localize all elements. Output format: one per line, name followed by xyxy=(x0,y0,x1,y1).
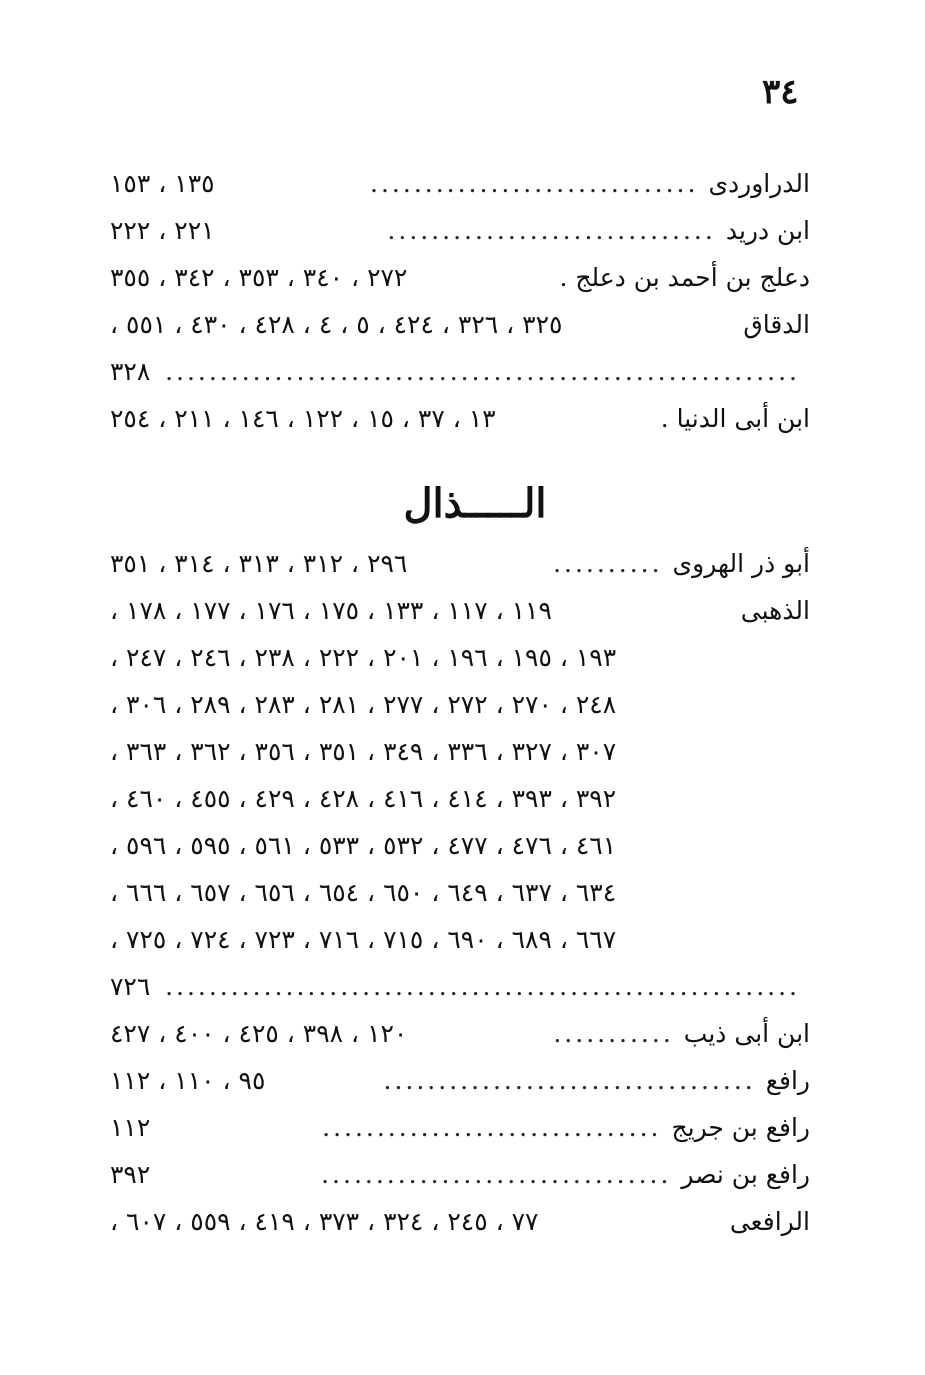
entry-pages: ١١٩ ، ١١٧ ، ١٣٣ ، ١٧٥ ، ١٧٦ ، ١٧٧ ، ١٧٨ ، xyxy=(110,596,552,625)
index-entry xyxy=(110,1104,810,1151)
section-heading-dhal: الـــــذال xyxy=(403,480,547,527)
index-entry xyxy=(110,1010,810,1057)
entry-pages: ٤٦١ ، ٤٧٦ ، ٤٧٧ ، ٥٣٢ ، ٥٣٣ ، ٥٦١ ، ٥٩٥ ، ٥٩٦ ، xyxy=(110,831,617,860)
leader-dots: ........... xyxy=(553,1019,674,1048)
index-entry-continuation xyxy=(110,728,810,775)
entry-pages: ١٩٣ ، ١٩٥ ، ١٩٦ ، ٢٠١ ، ٢٢٢ ، ٢٣٨ ، ٢٤٦ ، ٢٤٧ ، xyxy=(110,643,617,672)
index-entry-continuation xyxy=(110,348,810,395)
entry-pages: ١١٢ xyxy=(110,1113,151,1142)
index-entry-continuation xyxy=(110,775,810,822)
index-entry-continuation xyxy=(110,869,810,916)
leader-dots: .......................................................... xyxy=(165,357,800,386)
entry-pages: ٣٢٨ xyxy=(110,357,151,386)
leader-dots: .......... xyxy=(553,549,663,578)
index-block-dal xyxy=(110,160,810,442)
entry-pages: ٣٩٢ xyxy=(110,1160,151,1189)
index-entry xyxy=(110,1057,810,1104)
leader-dots: ................................ xyxy=(321,1160,672,1189)
index-entry xyxy=(110,540,810,587)
index-entry-continuation xyxy=(110,681,810,728)
page-number: ٣٤ xyxy=(762,72,799,112)
entry-pages: ٧٢٦ xyxy=(110,972,151,1001)
entry-pages: ٢٧٢ ، ٣٤٠ ، ٣٥٣ ، ٣٤٢ ، ٣٥٥ xyxy=(110,263,408,292)
leader-dots: .............................. xyxy=(370,169,699,198)
leader-dots: ............................... xyxy=(322,1113,662,1142)
entry-name: ابن أبى ذيب xyxy=(683,1019,810,1048)
leader-dots: .................................. xyxy=(383,1066,756,1095)
entry-name: دعلج بن أحمد بن دعلج . xyxy=(559,263,810,292)
index-entry xyxy=(110,1198,810,1245)
index-entry-continuation xyxy=(110,634,810,681)
entry-pages: ٣٠٧ ، ٣٢٧ ، ٣٣٦ ، ٣٤٩ ، ٣٥١ ، ٣٥٦ ، ٣٦٢ ، ٣٦٣ ، xyxy=(110,737,617,766)
index-entry xyxy=(110,160,810,207)
entry-name: الدراوردى xyxy=(708,169,810,198)
entry-pages: ٦٦٧ ، ٦٨٩ ، ٦٩٠ ، ٧١٥ ، ٧١٦ ، ٧٢٣ ، ٧٢٤ ، ٧٢٥ ، xyxy=(110,925,617,954)
index-entry xyxy=(110,1151,810,1198)
entry-pages: ٢٢١ ، ٢٢٢ xyxy=(110,216,215,245)
entry-name: رافع بن جريج xyxy=(671,1113,810,1142)
index-block-dhal xyxy=(110,540,810,1245)
entry-pages: ٦٣٤ ، ٦٣٧ ، ٦٤٩ ، ٦٥٠ ، ٦٥٤ ، ٦٥٦ ، ٦٥٧ ، ٦٦٦ ، xyxy=(110,878,617,907)
index-entry-continuation xyxy=(110,963,810,1010)
entry-pages: ٩٥ ، ١١٠ ، ١١٢ xyxy=(110,1066,266,1095)
entry-pages: ١٢٠ ، ٣٩٨ ، ٤٢٥ ، ٤٠٠ ، ٤٢٧ xyxy=(110,1019,408,1048)
index-entry xyxy=(110,301,810,348)
entry-name: ابن أبى الدنيا . xyxy=(660,404,810,433)
entry-name: ابن دريد xyxy=(725,216,810,245)
index-entry-continuation xyxy=(110,916,810,963)
entry-pages: ١٣ ، ٣٧ ، ١٥ ، ١٢٢ ، ١٤٦ ، ٢١١ ، ٢٥٤ xyxy=(110,404,496,433)
leader-dots: .............................. xyxy=(387,216,716,245)
entry-pages: ٢٩٦ ، ٣١٢ ، ٣١٣ ، ٣١٤ ، ٣٥١ xyxy=(110,549,408,578)
entry-pages: ٣٩٢ ، ٣٩٣ ، ٤١٤ ، ٤١٦ ، ٤٢٨ ، ٤٢٩ ، ٤٥٥ ، ٤٦٠ ، xyxy=(110,784,617,813)
entry-pages: ١٣٥ ، ١٥٣ xyxy=(110,169,215,198)
entry-name: الرافعى xyxy=(729,1207,810,1236)
entry-name: الدقاق xyxy=(743,310,810,339)
entry-pages: ٧٧ ، ٢٤٥ ، ٣٢٤ ، ٣٧٣ ، ٤١٩ ، ٥٥٩ ، ٦٠٧ ، xyxy=(110,1207,539,1236)
entry-name: رافع xyxy=(765,1066,810,1095)
index-entry xyxy=(110,587,810,634)
entry-pages: ٢٤٨ ، ٢٧٠ ، ٢٧٢ ، ٢٧٧ ، ٢٨١ ، ٢٨٣ ، ٢٨٩ ، ٣٠٦ ، xyxy=(110,690,617,719)
index-entry xyxy=(110,254,810,301)
entry-name: أبو ذر الهروى xyxy=(672,549,810,578)
index-entry xyxy=(110,207,810,254)
entry-pages: ٣٢٥ ، ٣٢٦ ، ٤٢٤ ، ٥ ، ٤ ، ٤٢٨ ، ٤٣٠ ، ٥٥١ ، xyxy=(110,310,563,339)
leader-dots: .......................................................... xyxy=(165,972,800,1001)
index-entry-continuation xyxy=(110,822,810,869)
entry-name: رافع بن نصر xyxy=(681,1160,810,1189)
entry-name: الذهبى xyxy=(740,596,810,625)
index-entry xyxy=(110,395,810,442)
